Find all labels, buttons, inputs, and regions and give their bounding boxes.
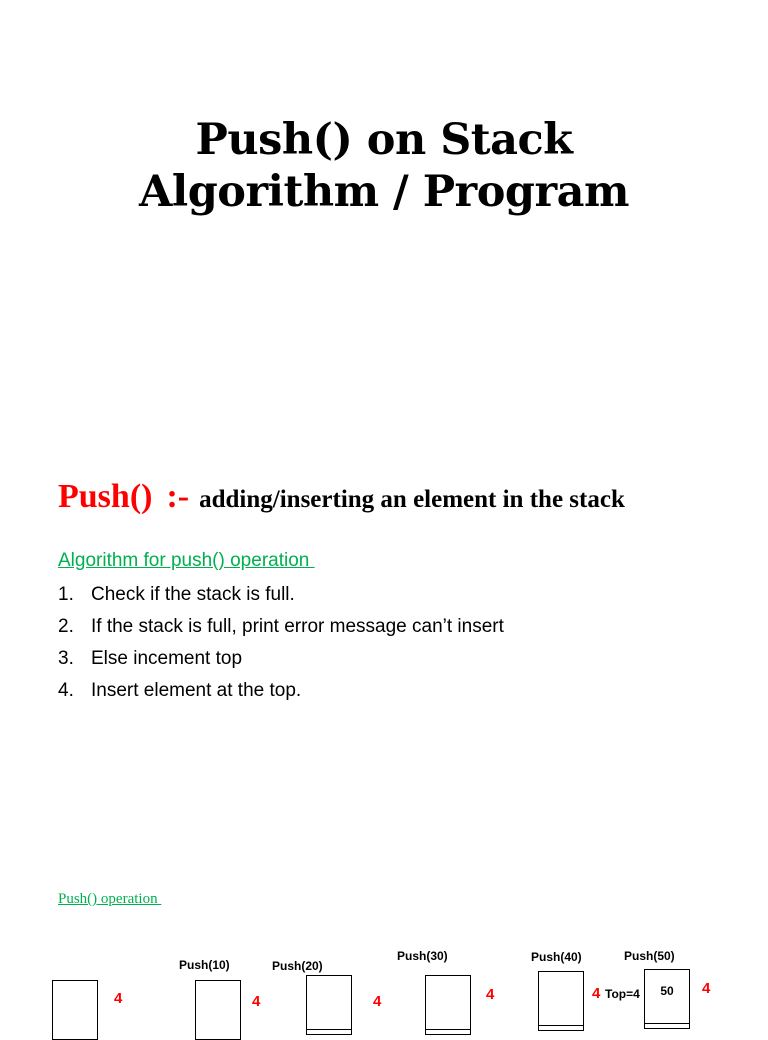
slide-title-line-2: Algorithm / Program (139, 167, 629, 217)
cell-divider (426, 1029, 470, 1034)
push-keyword: Push() (58, 478, 153, 515)
stack-value: 50 (660, 984, 674, 998)
algorithm-step (58, 582, 504, 614)
push-operation-heading: Push() operation (58, 891, 162, 907)
stack-size-label: 4 (252, 993, 261, 1010)
algorithm-heading: Algorithm for push() operation (58, 550, 315, 571)
cell-divider (307, 1029, 351, 1034)
push-30-label: Push(30) (397, 949, 448, 963)
stack-cell-push-40 (538, 971, 584, 1031)
stack-cell-push-50 (644, 969, 690, 1029)
top-pointer-label: Top=4 (605, 987, 640, 1001)
stack-cell-push-20 (306, 975, 352, 1035)
stack-cell-push-10 (195, 980, 241, 1040)
step-text: Insert element at the top. (91, 680, 302, 701)
push-40-label: Push(40) (531, 950, 582, 964)
push-definition (58, 478, 625, 516)
cell-divider (539, 1025, 583, 1030)
slide-title-line-1: Push() on Stack (195, 115, 573, 165)
step-text: If the stack is full, print error message can’t insert (91, 616, 504, 637)
stack-cell-push-30 (425, 975, 471, 1035)
algorithm-steps (58, 582, 504, 710)
step-number: 3. (58, 648, 74, 669)
push-50-label: Push(50) (624, 949, 675, 963)
push-meaning: adding/inserting an element in the stack (199, 486, 625, 513)
stack-size-label: 4 (702, 980, 711, 997)
stack-size-label: 4 (486, 986, 495, 1003)
push-10-label: Push(10) (179, 958, 230, 972)
push-20-label: Push(20) (272, 959, 323, 973)
step-text: Else incement top (91, 648, 243, 669)
step-text: Check if the stack is full. (91, 584, 295, 605)
stack-size-label: 4 (592, 985, 601, 1002)
step-number: 2. (58, 616, 74, 637)
definition-separator: :- (166, 478, 190, 515)
algorithm-step (58, 678, 504, 710)
stack-cell-initial (52, 980, 98, 1040)
stack-size-label: 4 (373, 993, 382, 1010)
step-number: 4. (58, 680, 74, 701)
algorithm-step (58, 614, 504, 646)
step-number: 1. (58, 584, 74, 605)
algorithm-step (58, 646, 504, 678)
stack-size-label: 4 (114, 990, 123, 1007)
